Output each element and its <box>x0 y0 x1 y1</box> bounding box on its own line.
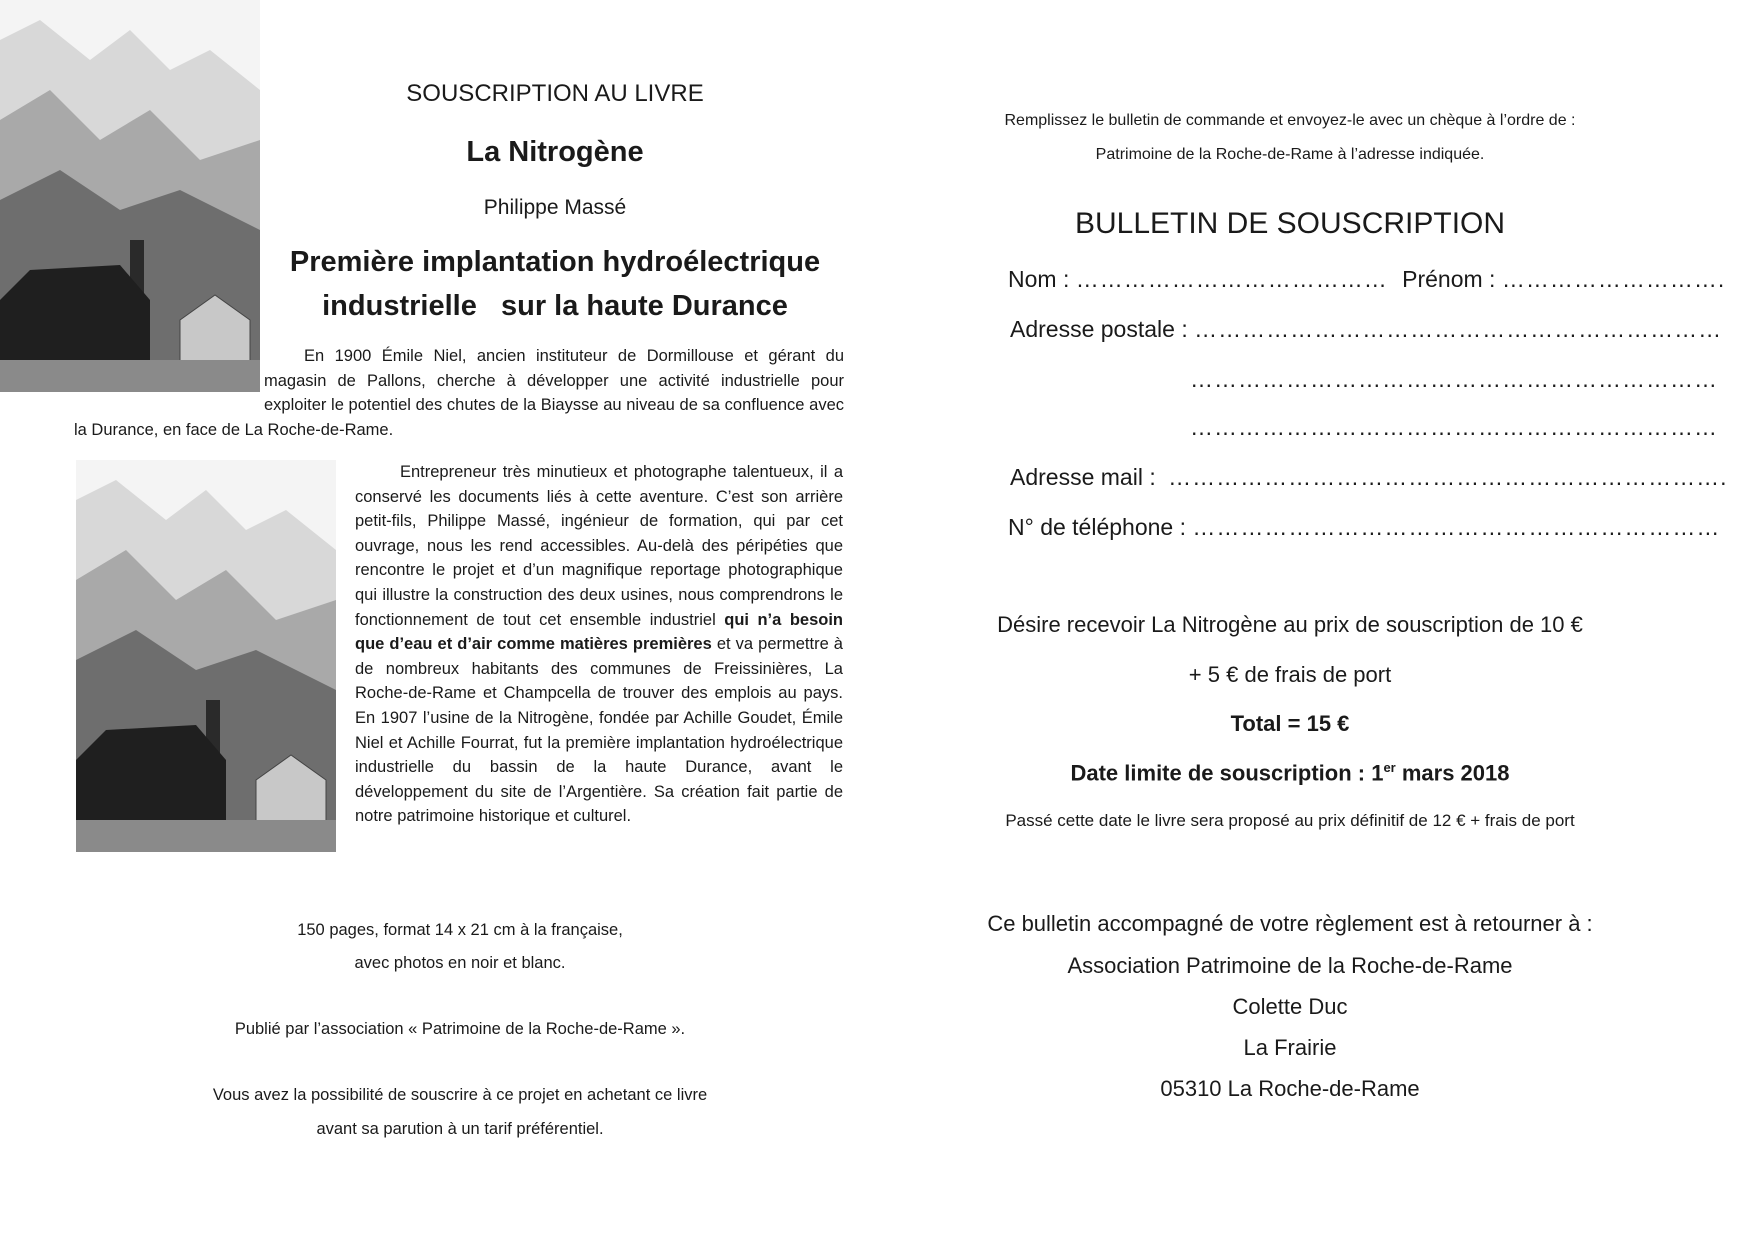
tel-field[interactable] <box>1008 514 1720 541</box>
prenom-input[interactable]: ………………………. <box>1501 266 1726 292</box>
adresse-input-3[interactable]: ………………………………………………………… <box>1190 414 1718 440</box>
subtitle-line1: Première implantation hydroélectrique <box>289 246 821 278</box>
mail-field[interactable] <box>1010 464 1728 491</box>
address-line-1: Association Patrimoine de la Roche-de-Rame <box>1067 953 1513 978</box>
address-line-3: La Frairie <box>1243 1035 1337 1060</box>
factory-photo-top <box>0 0 260 392</box>
main-paragraph <box>355 460 843 829</box>
nom-field[interactable] <box>1008 266 1725 293</box>
heading: SOUSCRIPTION AU LIVRE <box>406 80 704 107</box>
factory-photo-middle <box>76 460 336 852</box>
author: Philippe Massé <box>483 196 627 219</box>
nom-input[interactable]: ………………………………… <box>1075 266 1388 292</box>
prenom-label: Prénom : <box>1402 266 1496 292</box>
main-paragraph-text-2: et va permettre à de nombreux habitants des communes de Freissinières, La Roche-de-Rame et Champcella de trouver des emplois au pays. En 1907 l’usine de la Nitrogène, fondée par Achille Goudet, Émile Niel et Achille Fourrat, fut la première implantation hydroélectrique industrielle du bassin de la haute Durance, avant le développement du site de l’Argentière. Sa création fait partie de notre patrimoine historique et culturel. <box>355 635 843 826</box>
deadline-suffix: mars 2018 <box>1395 760 1510 786</box>
tel-input[interactable]: ………………………………………………………… <box>1192 514 1721 540</box>
instructions-line2: Patrimoine de la Roche-de-Rame à l’adresse indiquée. <box>1095 146 1485 163</box>
price-line1: Désire recevoir La Nitrogène au prix de souscription de 10 € <box>997 612 1583 637</box>
tel-label: N° de téléphone : <box>1008 514 1186 540</box>
price-line2: + 5 € de frais de port <box>1188 662 1392 687</box>
format-line1: 150 pages, format 14 x 21 cm à la française, <box>297 921 623 939</box>
total: Total = 15 € <box>1230 711 1350 736</box>
main-paragraph-bold: qui n’a besoin que d’eau et d’air comme matières premières <box>355 610 843 654</box>
mail-input[interactable]: ……………………………………………………………. <box>1168 464 1728 490</box>
intro-paragraph <box>74 344 844 448</box>
book-title: La Nitrogène <box>466 136 644 168</box>
adresse-field[interactable] <box>1010 316 1722 343</box>
form-title: BULLETIN DE SOUSCRIPTION <box>1074 207 1506 240</box>
adresse-label: Adresse postale : <box>1010 316 1188 342</box>
format-line2: avec photos en noir et blanc. <box>354 954 566 972</box>
publisher-line: Publié par l’association « Patrimoine de la Roche-de-Rame ». <box>234 1020 686 1038</box>
offer-line2: avant sa parution à un tarif préférentiel. <box>316 1120 604 1138</box>
return-intro: Ce bulletin accompagné de votre règlement est à retourner à : <box>987 911 1593 936</box>
adresse-input-2[interactable]: ………………………………………………………… <box>1190 366 1718 392</box>
deadline-sup: er <box>1383 760 1396 775</box>
nom-label: Nom : <box>1008 266 1070 292</box>
offer-line1: Vous avez la possibilité de souscrire à ce projet en achetant ce livre <box>212 1086 708 1104</box>
intro-paragraph-text: En 1900 Émile Niel, ancien instituteur de Dormillouse et gérant du magasin de Pallons, cherche à développer une activité industrielle pour exploiter le potentiel des chutes de la Biaysse au niveau de sa confluence avec la Durance, en face de La Roche-de-Rame. <box>74 347 844 439</box>
instructions-line1: Remplissez le bulletin de commande et envoyez-le avec un chèque à l’ordre de : <box>1004 112 1576 129</box>
after-deadline-note: Passé cette date le livre sera proposé au prix définitif de 12 € + frais de port <box>1005 811 1575 830</box>
adresse-input-1[interactable]: ………………………………………………………… <box>1194 316 1723 342</box>
deadline <box>960 760 1620 786</box>
deadline-prefix: Date limite de souscription : 1 <box>1070 760 1384 786</box>
address-line-4: 05310 La Roche-de-Rame <box>1160 1076 1420 1101</box>
address-line-2: Colette Duc <box>1232 994 1348 1019</box>
mail-label: Adresse mail : <box>1010 464 1156 490</box>
main-paragraph-text-1: Entrepreneur très minutieux et photographe talentueux, il a conservé les documents liés à cette aventure. C’est son arrière petit-fils, Philippe Massé, ingénieur de formation, qui par cet ouvrage, nous les rend accessibles. Au-delà des péripéties que rencontre le projet et d’un magnifique reportage photographique qui illustre la construction des deux usines, nous comprendrons le fonctionnement de tout cet ensemble industriel <box>355 463 843 629</box>
subtitle-line2: industrielle sur la haute Durance <box>322 290 788 322</box>
